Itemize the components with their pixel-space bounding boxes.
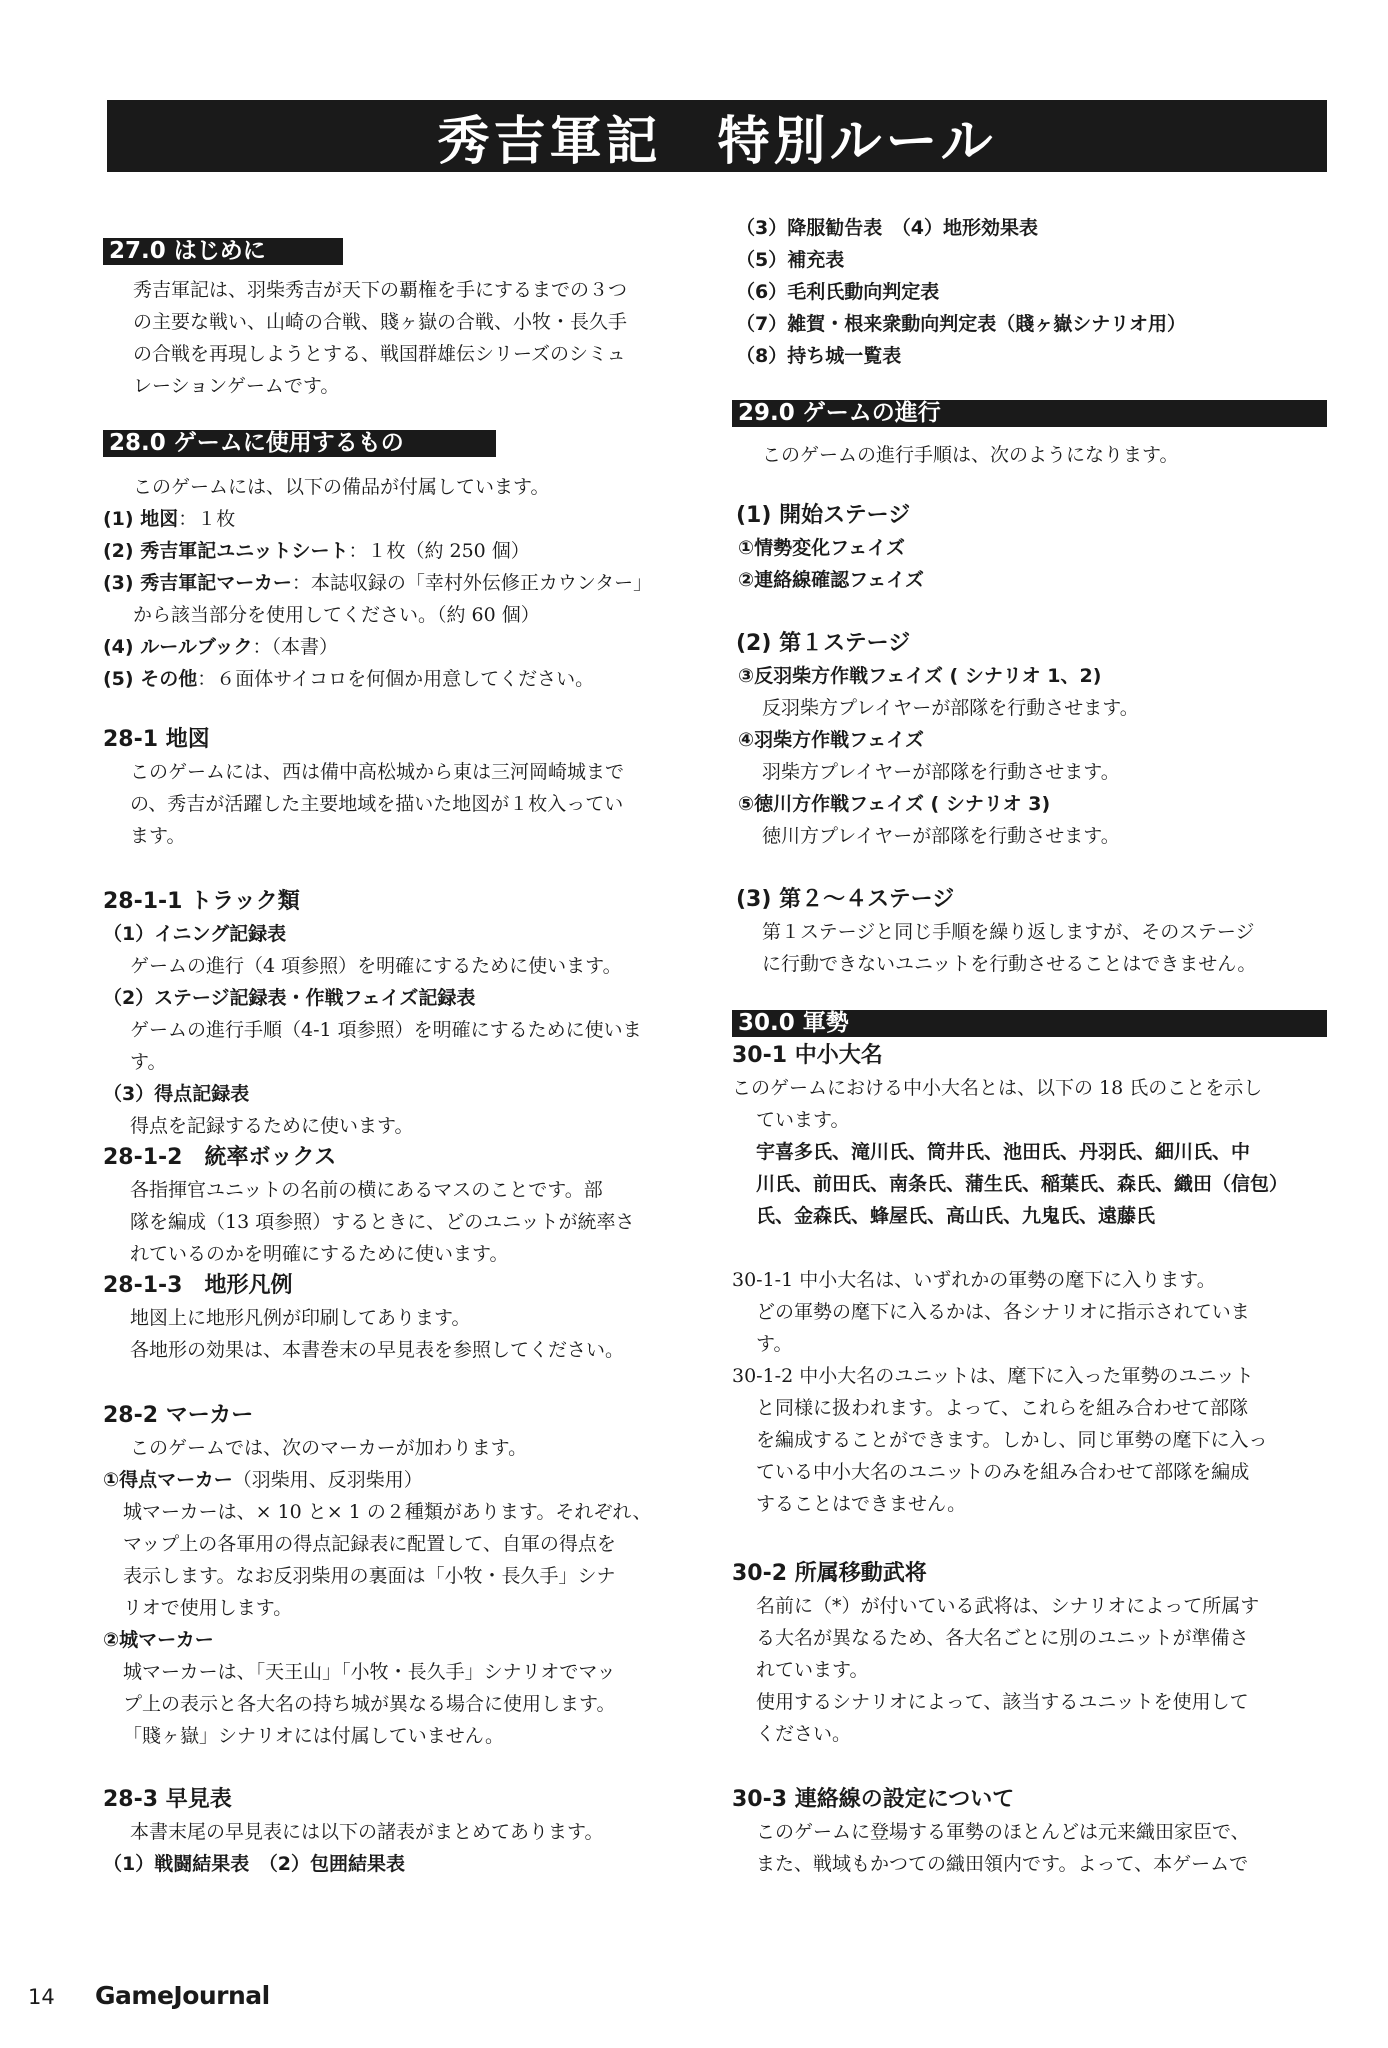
phase-item: ②連絡線確認フェイズ — [738, 569, 924, 591]
para-line: ゲームの進行手順（4-1 項参照）を明確にするために使いま — [130, 1019, 642, 1041]
para-line: このゲームでは、次のマーカーが加わります。 — [130, 1437, 528, 1459]
subsection-28-1-heading: 28-1 地図 — [103, 727, 210, 752]
para-line: 城マーカーは、「天王山」「小牧・長久手」シナリオでマッ — [123, 1661, 616, 1683]
track-item-heading: （1）イニング記録表 — [103, 923, 287, 945]
stage-3-heading: (3) 第２～４ステージ — [736, 887, 955, 912]
para-line: 反羽柴方プレイヤーが部隊を行動させます。 — [762, 697, 1139, 719]
equipment-label: (5) その他 — [103, 668, 198, 690]
para-line: 本書末尾の早見表には以下の諸表がまとめてあります。 — [130, 1821, 604, 1843]
para-line: す。 — [756, 1333, 793, 1355]
section-28-heading: 28.0 ゲームに使用するもの — [103, 430, 496, 457]
para-line: レーションゲームです。 — [133, 375, 340, 397]
daimyo-list-line: 川氏、前田氏、南条氏、蒲生氏、稲葉氏、森氏、織田（信包） — [756, 1173, 1289, 1195]
para-line: 各地形の効果は、本書巻末の早見表を参照してください。 — [130, 1339, 625, 1361]
equipment-item — [133, 599, 540, 631]
section-30-heading: 30.0 軍勢 — [732, 1010, 1327, 1037]
equipment-item — [103, 567, 652, 599]
table-list-item: （8）持ち城一覧表 — [736, 345, 902, 367]
equipment-label: (3) 秀吉軍記マーカー — [103, 572, 292, 594]
para-line: ている中小大名のユニットのみを組み合わせて部隊を編成 — [756, 1461, 1250, 1483]
equipment-text: ：１枚（約 250 個） — [348, 540, 530, 562]
para-line: す。 — [130, 1051, 167, 1073]
para-line: 第１ステージと同じ手順を繰り返しますが、そのステージ — [762, 921, 1255, 943]
equipment-text: ：（本書） — [252, 636, 339, 658]
para-line: 表示します。なお反羽柴用の裏面は「小牧・長久手」シナ — [123, 1565, 616, 1587]
para-line: 隊を編成（13 項参照）するときに、どのユニットが統率さ — [130, 1211, 635, 1233]
equipment-item — [103, 631, 338, 663]
marker-label: ②城マーカー — [103, 1629, 214, 1651]
daimyo-list-line: 氏、金森氏、蜂屋氏、高山氏、九鬼氏、遠藤氏 — [756, 1205, 1156, 1227]
phase-item: ①情勢変化フェイズ — [738, 537, 905, 559]
para-line: に行動できないユニットを行動させることはできません。 — [762, 953, 1257, 975]
equipment-text: ：１枚 — [178, 508, 236, 530]
para-line: このゲームには、以下の備品が付属しています。 — [133, 476, 550, 498]
para-line: また、戦域もかつての織田領内です。よって、本ゲームで — [756, 1853, 1249, 1875]
para-line: と同様に扱われます。よって、これらを組み合わせて部隊 — [756, 1397, 1249, 1419]
phase-item: ⑤徳川方作戦フェイズ ( シナリオ 3) — [738, 793, 1051, 815]
table-list: （1）戦闘結果表 （2）包囲結果表 — [103, 1853, 405, 1875]
phase-item: ③反羽柴方作戦フェイズ ( シナリオ 1、2) — [738, 665, 1102, 687]
phase-item: ④羽柴方作戦フェイズ — [738, 729, 924, 751]
table-list-item: （6）毛利氏動向判定表 — [736, 281, 940, 303]
para-line: 地図上に地形凡例が印刷してあります。 — [130, 1307, 471, 1329]
subsection-28-1-3-heading: 28-1-3 地形凡例 — [103, 1273, 293, 1298]
page-title: 秀吉軍記 特別ルール — [107, 100, 1327, 172]
stage-2-heading: (2) 第１ステージ — [736, 631, 911, 656]
stage-1-heading: (1) 開始ステージ — [736, 503, 911, 528]
para-line: 使用するシナリオによって、該当するユニットを使用して — [756, 1691, 1249, 1713]
para-line: プ上の表示と各大名の持ち城が異なる場合に使用します。 — [123, 1693, 616, 1715]
para-line: る大名が異なるため、各大名ごとに別のユニットが準備さ — [756, 1627, 1249, 1649]
equipment-text: ：６面体サイコロを何個か用意してください。 — [197, 668, 595, 690]
para-line: リオで使用します。 — [123, 1597, 293, 1619]
para-line: ください。 — [756, 1723, 852, 1745]
para-line: 徳川方プレイヤーが部隊を行動させます。 — [762, 825, 1120, 847]
subsection-30-1-heading: 30-1 中小大名 — [732, 1043, 883, 1068]
equipment-item — [103, 663, 594, 695]
subsection-30-2-heading: 30-2 所属移動武将 — [732, 1561, 927, 1586]
para-line: 秀吉軍記は、羽柴秀吉が天下の覇権を手にするまでの３つ — [133, 279, 628, 301]
para-line: ます。 — [130, 825, 186, 847]
para-line: どの軍勢の麾下に入るかは、各シナリオに指示されていま — [756, 1301, 1250, 1323]
para-line: の合戦を再現しようとする、戦国群雄伝シリーズのシミュ — [133, 343, 626, 365]
para-line: 30-1-2 中小大名のユニットは、麾下に入った軍勢のユニット — [732, 1365, 1254, 1387]
para-line: ています。 — [756, 1109, 850, 1131]
subsection-30-3-heading: 30-3 連絡線の設定について — [732, 1787, 1015, 1812]
table-list-item: （5）補充表 — [736, 249, 845, 271]
para-line: 30-1-1 中小大名は、いずれかの軍勢の麾下に入ります。 — [732, 1269, 1216, 1291]
para-line: 各指揮官ユニットの名前の横にあるマスのことです。部 — [130, 1179, 603, 1201]
subsection-28-2-heading: 28-2 マーカー — [103, 1403, 254, 1428]
para-line: このゲームに登場する軍勢のほとんどは元来織田家臣で、 — [756, 1821, 1250, 1843]
equipment-label: (2) 秀吉軍記ユニットシート — [103, 540, 349, 562]
para-line: 得点を記録するために使います。 — [130, 1115, 414, 1137]
para-line: ゲームの進行（4 項参照）を明確にするために使います。 — [130, 955, 622, 977]
subsection-28-3-heading: 28-3 早見表 — [103, 1787, 232, 1812]
para-line: このゲームには、西は備中高松城から東は三河岡崎城まで — [130, 761, 625, 783]
table-list-item: （3）降服勧告表 （4）地形効果表 — [736, 217, 1038, 239]
subsection-28-1-1-heading: 28-1-1 トラック類 — [103, 889, 300, 914]
para-line: このゲームの進行手順は、次のようになります。 — [762, 444, 1179, 466]
para-line: の主要な戦い、山崎の合戦、賤ヶ嶽の合戦、小牧・長久手 — [133, 311, 628, 333]
para-line: を編成することができます。しかし、同じ軍勢の麾下に入っ — [756, 1429, 1268, 1451]
section-29-heading: 29.0 ゲームの進行 — [732, 400, 1327, 427]
para-line: の、秀吉が活躍した主要地域を描いた地図が１枚入ってい — [130, 793, 624, 815]
equipment-item — [103, 535, 530, 567]
equipment-item — [103, 503, 235, 535]
page-number: 14 — [28, 1985, 55, 2009]
equipment-text: から該当部分を使用してください。（約 60 個） — [133, 604, 540, 626]
marker-label: ①得点マーカー — [103, 1469, 233, 1491]
para-line: れています。 — [756, 1659, 869, 1681]
equipment-label: (1) 地図 — [103, 508, 179, 530]
section-27-heading: 27.0 はじめに — [103, 238, 343, 265]
para-line: マップ上の各軍用の得点記録表に配置して、自軍の得点を — [123, 1533, 616, 1555]
table-list-item: （7）雑賀・根来衆動向判定表（賤ヶ嶽シナリオ用） — [736, 313, 1187, 335]
track-item-heading: （3）得点記録表 — [103, 1083, 250, 1105]
para-line: れているのかを明確にするために使います。 — [130, 1243, 509, 1265]
equipment-label: (4) ルールブック — [103, 636, 253, 658]
publisher-logo: GameJournal — [95, 1981, 270, 2010]
para-line: することはできません。 — [756, 1493, 967, 1515]
marker-heading — [103, 1464, 423, 1496]
marker-note: （羽柴用、反羽柴用） — [232, 1469, 423, 1491]
para-line: 名前に（*）が付いている武将は、シナリオによって所属す — [756, 1595, 1260, 1617]
daimyo-list-line: 宇喜多氏、滝川氏、筒井氏、池田氏、丹羽氏、細川氏、中 — [756, 1141, 1251, 1163]
subsection-28-1-2-heading: 28-1-2 統率ボックス — [103, 1145, 337, 1170]
track-item-heading: （2）ステージ記録表・作戦フェイズ記録表 — [103, 987, 476, 1009]
para-line: 「賤ヶ嶽」シナリオには付属していません。 — [123, 1725, 504, 1747]
para-line: 城マーカーは、× 10 と× 1 の２種類があります。それぞれ、 — [123, 1501, 652, 1523]
para-line: このゲームにおける中小大名とは、以下の 18 氏のことを示し — [732, 1077, 1263, 1099]
para-line: 羽柴方プレイヤーが部隊を行動させます。 — [762, 761, 1120, 783]
equipment-text: ：本誌収録の「幸村外伝修正カウンター」 — [291, 572, 653, 594]
